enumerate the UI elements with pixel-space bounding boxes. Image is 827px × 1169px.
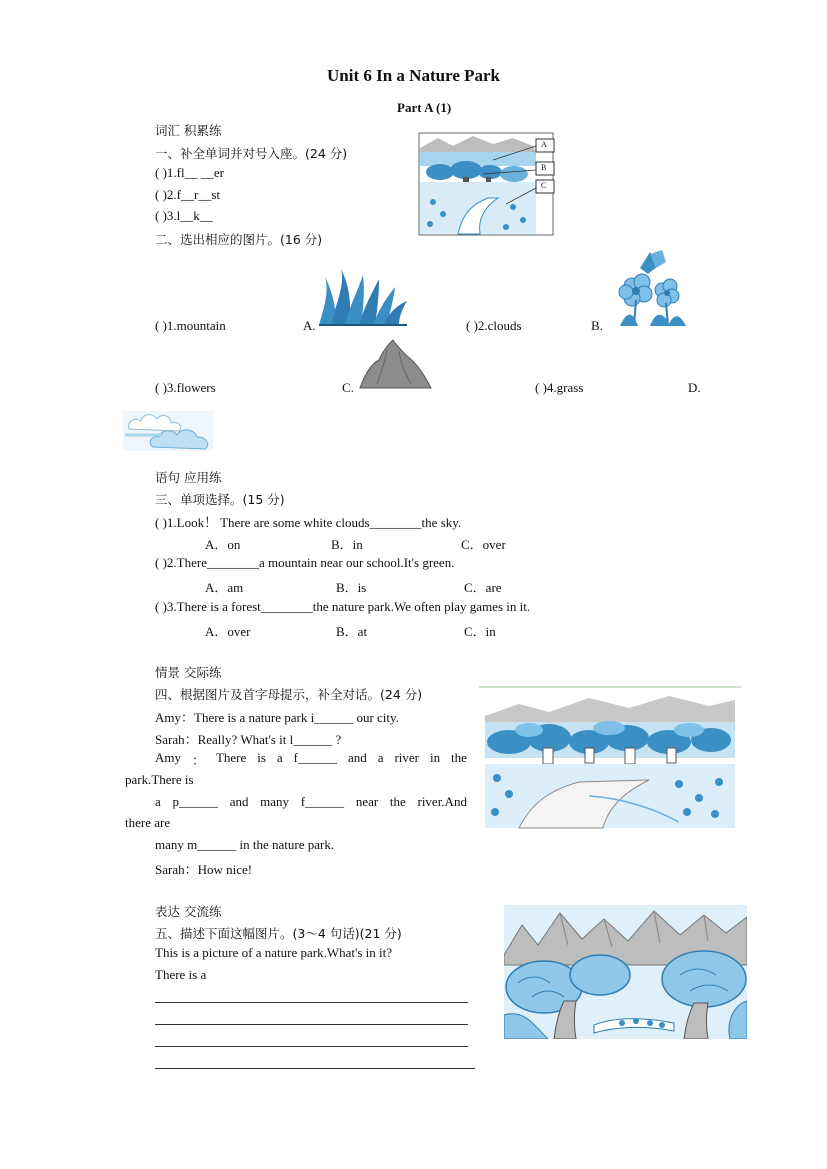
- part5-line2: There is a: [155, 967, 207, 982]
- word: the: [451, 750, 467, 765]
- mountain-picture: [357, 338, 433, 390]
- part4-line4-cont: there are: [125, 815, 171, 830]
- part3-q3-b: B．at: [336, 624, 368, 639]
- part3-q3-stem: ( )3.There is a forest________the nature park.We often play games in it.: [155, 599, 531, 614]
- word: a: [377, 750, 384, 765]
- label-a: A: [541, 140, 547, 149]
- part1-item-1: ( )1.fl__ __er: [155, 165, 224, 180]
- part4-line3-cont: park.There is: [125, 772, 194, 787]
- clouds-picture: [123, 407, 217, 453]
- word: f______: [293, 750, 337, 765]
- part3-q2-c: C．are: [464, 580, 502, 595]
- word: a: [155, 794, 161, 809]
- writing-line[interactable]: [155, 1046, 468, 1047]
- part2-q1: ( )1.mountain: [155, 318, 226, 333]
- part2-q4: ( )4.grass: [535, 380, 584, 395]
- grass-picture: [317, 265, 409, 327]
- writing-line[interactable]: [155, 1068, 475, 1069]
- word: p______: [172, 794, 218, 809]
- word: the: [389, 794, 406, 809]
- word: is: [257, 750, 266, 765]
- word: and: [229, 794, 249, 809]
- word: f______: [300, 794, 345, 809]
- section-vocab: 词汇 积累练: [155, 123, 222, 138]
- part4-line1: Amy：There is a nature park i______ our city.: [155, 710, 399, 725]
- label-c: C: [541, 181, 547, 190]
- forest-mountain-picture: [504, 905, 747, 1039]
- label-b: B: [541, 163, 547, 172]
- part4-line4: [155, 794, 467, 810]
- part5-line1: This is a picture of a nature park.What's in it?: [155, 945, 392, 960]
- part3-heading: 三、单项选择。(15 分): [155, 492, 285, 507]
- nature-park-picture: [479, 686, 741, 830]
- part2-opt-b: B.: [591, 318, 603, 333]
- word: and: [347, 750, 367, 765]
- part2-opt-a: A.: [303, 318, 316, 333]
- page-subtitle: Part A (1): [397, 100, 452, 115]
- part1-heading: 一、补全单词并对号入座。(24 分): [155, 146, 348, 161]
- word: many: [260, 794, 290, 809]
- writing-line[interactable]: [155, 1024, 468, 1025]
- word: river.And: [417, 794, 467, 809]
- part4-line3: [155, 750, 467, 769]
- part4-line6: Sarah：How nice!: [155, 862, 253, 877]
- word: river: [394, 750, 419, 765]
- nature-scene-labeled-picture: [418, 132, 558, 236]
- section-express: 表达 交流练: [155, 904, 222, 919]
- section-sentence: 语句 应用练: [155, 470, 222, 485]
- part3-q1-a: A．on: [205, 537, 241, 552]
- part3-q1-c: C．over: [461, 537, 506, 552]
- word: Amy: [155, 750, 181, 765]
- word: There: [215, 750, 247, 765]
- part1-item-2: ( )2.f__r__st: [155, 187, 220, 202]
- part3-q2-b: B．is: [336, 580, 367, 595]
- part2-opt-c: C.: [342, 380, 354, 395]
- word: in: [429, 750, 441, 765]
- part3-q2-a: A．am: [205, 580, 244, 595]
- part3-q1-b: B．in: [331, 537, 363, 552]
- part4-line5: many m______ in the nature park.: [155, 837, 335, 852]
- word: a: [276, 750, 283, 765]
- part3-q3-c: C．in: [464, 624, 496, 639]
- part4-heading: 四、根据图片及首字母提示，补全对话。(24 分): [155, 687, 423, 702]
- part2-q2: ( )2.clouds: [466, 318, 522, 333]
- word: near: [355, 794, 379, 809]
- part2-heading: 二、选出相应的图片。(16 分): [155, 232, 323, 247]
- part1-item-3: ( )3.l__k__: [155, 208, 213, 223]
- section-scenario: 情景 交际练: [155, 665, 222, 680]
- part4-line2: Sarah：Really? What's it l______ ?: [155, 732, 342, 747]
- part3-q3-a: A．over: [205, 624, 251, 639]
- word: ：: [191, 753, 205, 768]
- part2-q3: ( )3.flowers: [155, 380, 216, 395]
- part5-heading: 五、描述下面这幅图片。(3～4 句话)(21 分): [155, 926, 402, 941]
- part2-opt-d: D.: [688, 380, 701, 395]
- flowers-picture: [610, 248, 690, 328]
- part3-q1-stem: ( )1.Look！ There are some white clouds________the sky.: [155, 515, 462, 530]
- writing-line[interactable]: [155, 1002, 468, 1003]
- part3-q2-stem: ( )2.There________a mountain near our school.It's green.: [155, 555, 455, 570]
- page-title: Unit 6 In a Nature Park: [327, 66, 500, 85]
